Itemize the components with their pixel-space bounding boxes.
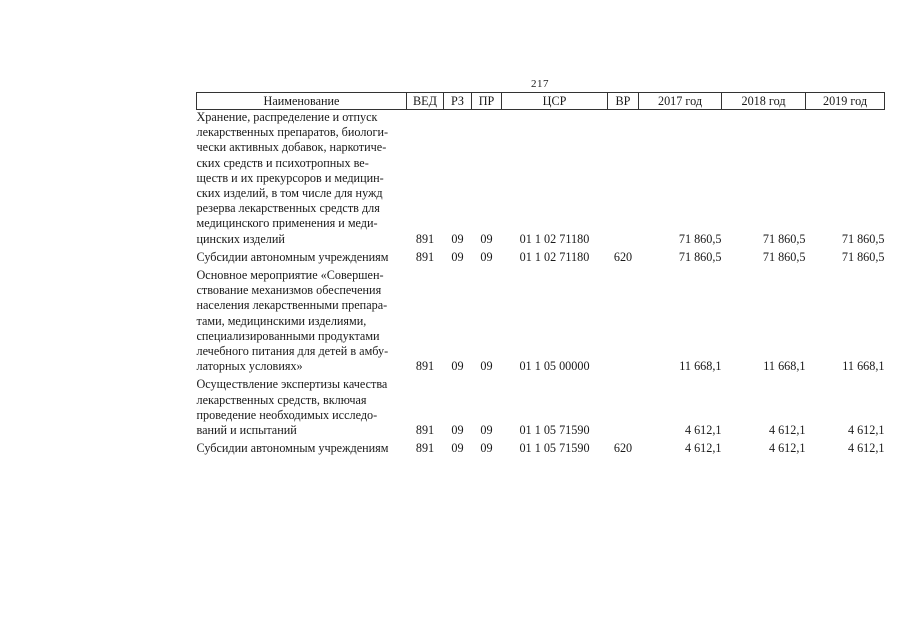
name-line: медицинского применения и меди- [196, 216, 378, 231]
cell-pr: 09 [480, 359, 493, 374]
cell-vr [608, 377, 639, 441]
cell-vr: 620 [613, 441, 633, 456]
name-line: лекарственных средств, включая [196, 392, 367, 407]
cell-name [197, 268, 407, 377]
name-line: Хранение, распределение и отпуск [196, 110, 378, 124]
name-line: лекарственных препаратов, биологи- [196, 125, 389, 140]
cell-ved: 891 [415, 441, 435, 456]
name-line: проведение необходимых исследо- [196, 407, 378, 422]
cell-csr: 01 1 02 71180 [519, 231, 590, 246]
header-rz: РЗ [444, 93, 472, 110]
cell-2019: 4 612,1 [847, 423, 885, 438]
cell-2018: 4 612,1 [768, 441, 806, 456]
cell-2019: 71 860,5 [841, 249, 885, 264]
table-body [197, 110, 885, 460]
name-line: ществ и их прекурсоров и медицин- [196, 170, 384, 185]
cell-2019: 4 612,1 [847, 441, 885, 456]
name-line: Субсидии автономным учреждениям [196, 249, 389, 264]
name-line: чески активных добавок, наркотиче- [196, 140, 387, 155]
header-name: Наименование [197, 93, 407, 110]
name-line: лечебного питания для детей в амбу- [196, 344, 389, 359]
cell-ved: 891 [415, 423, 435, 438]
cell-2019: 71 860,5 [841, 231, 885, 246]
header-pr: ПР [472, 93, 502, 110]
header-2017: 2017 год [639, 93, 722, 110]
cell-pr: 09 [480, 441, 493, 456]
name-line: специализированными продуктами [196, 328, 380, 343]
cell-rz: 09 [451, 231, 464, 246]
cell-2018: 71 860,5 [762, 231, 806, 246]
cell-ved: 891 [415, 231, 435, 246]
table-row [197, 377, 885, 441]
cell-rz: 09 [451, 249, 464, 264]
budget-table [196, 92, 885, 459]
header-2019: 2019 год [806, 93, 885, 110]
cell-csr: 01 1 05 00000 [519, 359, 590, 374]
cell-vr [608, 268, 639, 377]
cell-ved: 891 [415, 249, 435, 264]
cell-2018: 4 612,1 [768, 423, 806, 438]
table-row [197, 268, 885, 377]
name-line: тами, медицинскими изделиями, [196, 313, 367, 328]
cell-csr: 01 1 05 71590 [519, 441, 590, 456]
cell-rz: 09 [451, 441, 464, 456]
cell-name [197, 441, 407, 459]
name-line: латорных условиях» [196, 359, 303, 374]
page-number: 217 [531, 78, 549, 90]
cell-pr: 09 [480, 231, 493, 246]
cell-pr: 09 [480, 423, 493, 438]
cell-2017: 71 860,5 [678, 249, 722, 264]
name-line: населения лекарственными препара- [196, 298, 388, 313]
cell-ved: 891 [415, 359, 435, 374]
table-row [197, 110, 885, 250]
cell-2018: 71 860,5 [762, 249, 806, 264]
name-line: цинских изделий [196, 231, 285, 246]
cell-rz: 09 [451, 359, 464, 374]
header-csr: ЦСР [502, 93, 608, 110]
cell-pr: 09 [480, 249, 493, 264]
header-2018: 2018 год [722, 93, 806, 110]
cell-vr [608, 110, 639, 250]
table-header-row [197, 93, 885, 110]
cell-2017: 4 612,1 [684, 423, 722, 438]
cell-name [197, 250, 407, 268]
cell-2019: 11 668,1 [842, 359, 885, 374]
cell-2017: 4 612,1 [684, 441, 722, 456]
name-line: ваний и испытаний [196, 423, 297, 438]
cell-name [197, 377, 407, 441]
name-line: ских средств и психотропных ве- [196, 155, 369, 170]
cell-2017: 11 668,1 [679, 359, 722, 374]
header-ved: ВЕД [407, 93, 444, 110]
name-line: Основное мероприятие «Совершен- [196, 268, 384, 283]
cell-2018: 11 668,1 [763, 359, 806, 374]
table-row [197, 250, 885, 268]
name-line: Осуществление экспертизы качества [196, 377, 388, 392]
table-row [197, 441, 885, 459]
cell-rz: 09 [451, 423, 464, 438]
name-line: ствование механизмов обеспечения [196, 283, 382, 298]
cell-csr: 01 1 05 71590 [519, 423, 590, 438]
name-line: резерва лекарственных средств для [196, 201, 380, 216]
cell-2017: 71 860,5 [678, 231, 722, 246]
cell-name [197, 110, 407, 250]
name-line: ских изделий, в том числе для нужд [196, 186, 383, 201]
name-line: Субсидии автономным учреждениям [196, 441, 389, 456]
header-vr: ВР [608, 93, 639, 110]
cell-vr: 620 [613, 249, 633, 264]
cell-csr: 01 1 02 71180 [519, 249, 590, 264]
